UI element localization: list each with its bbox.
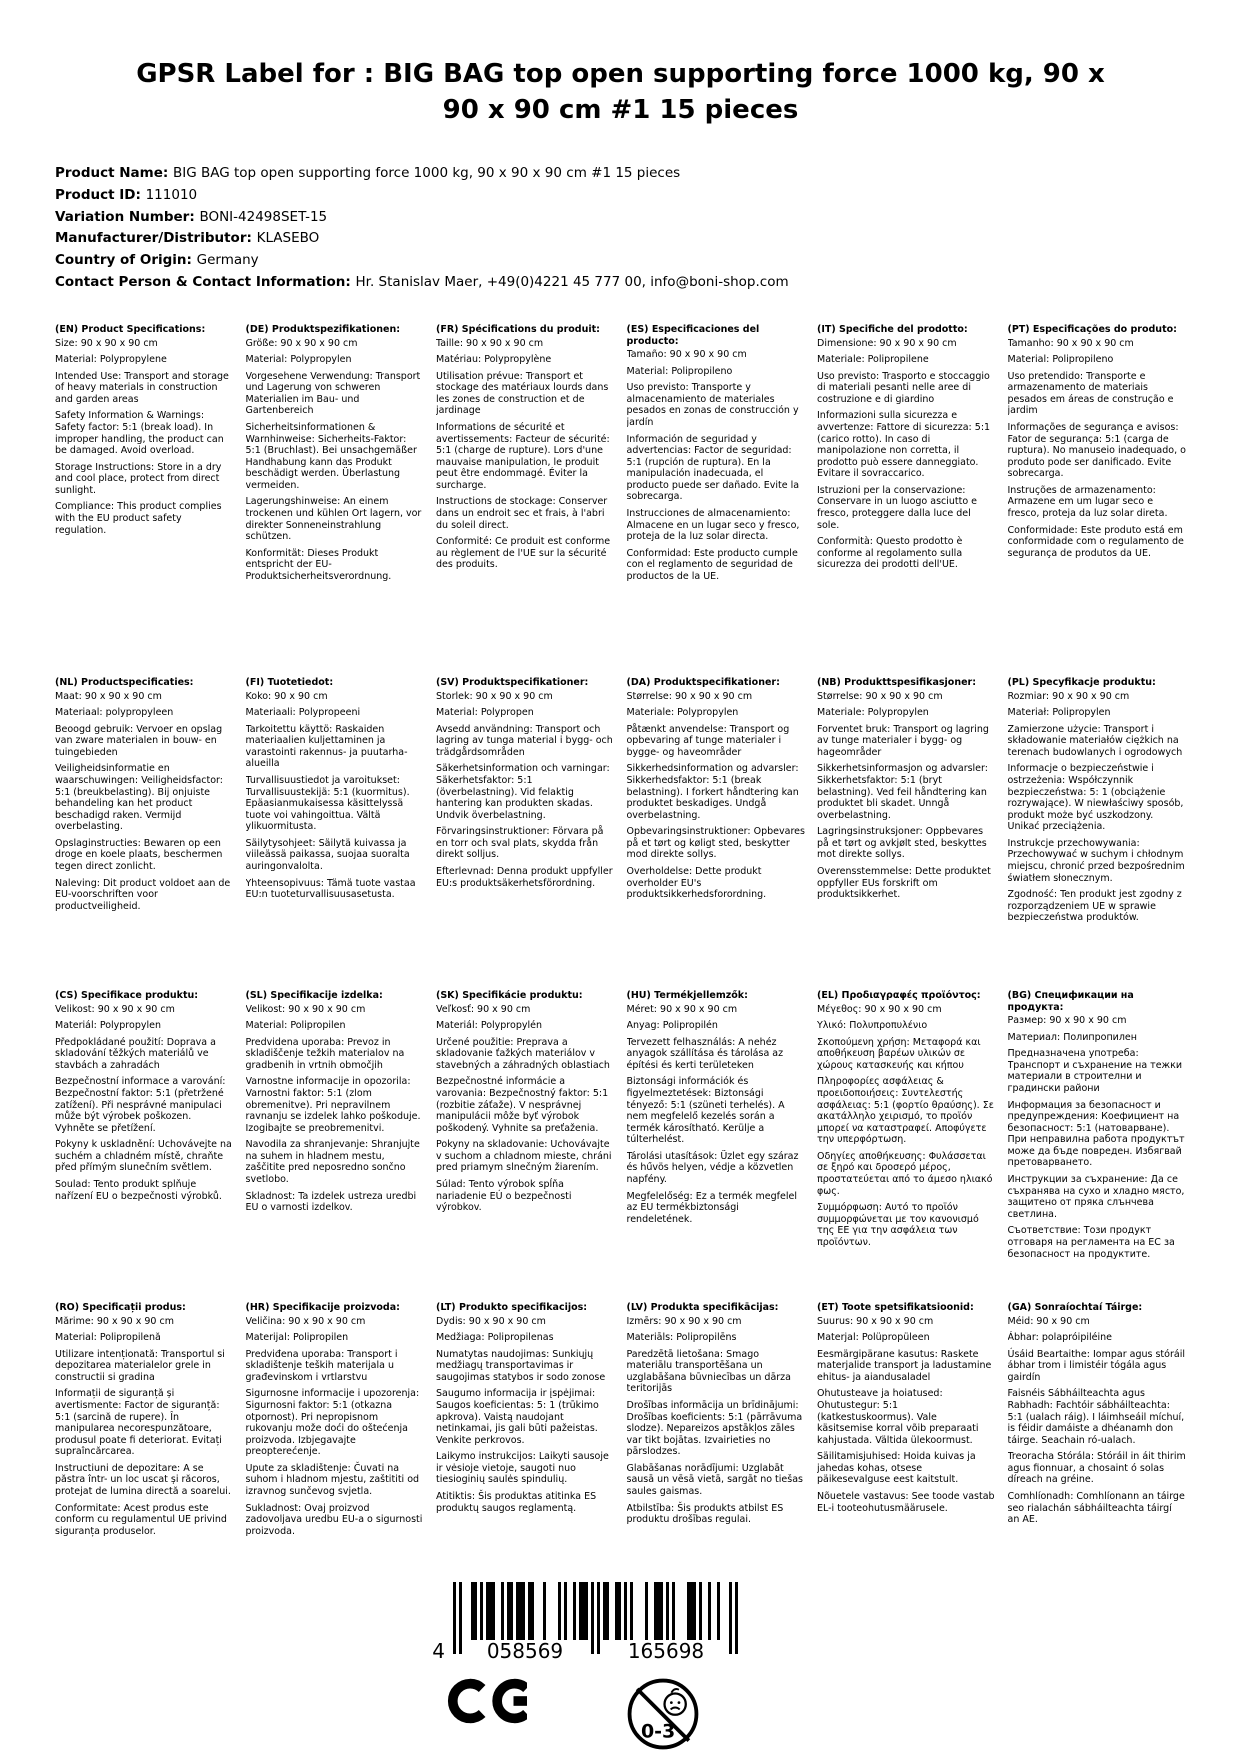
spec-paragraph: Material: Polipropilenă (55, 1332, 161, 1344)
label-footer (425, 1582, 765, 1752)
spec-paragraph: Opslaginstructies: Bewaren op een droge en koele plaats, beschermen tegen direct zonlicht. (55, 837, 223, 873)
spec-paragraph: Maat: 90 x 90 x 90 cm (55, 690, 162, 702)
spec-paragraph: Påtænkt anvendelse: Transport og opbevaring af tunge materialer i bygge- og haveområder (626, 723, 790, 758)
spec-paragraph: Instruções de armazenamento: Armazene em um lugar seco e fresco, proteja da luz solar direta. (1007, 484, 1168, 520)
spec-paragraph: Atitiktis: Šis produktas atitinka ES produktų saugos reglamentą. (436, 1491, 597, 1514)
spec-paragraph: Navodila za shranjevanje: Shranjujte na suhem in hladnem mestu, zaščitite pred neposredno sončno svetlobo. (245, 1139, 420, 1186)
spec-paragraph: Conformité: Ce produit est conforme au règlement de l'UE sur la sécurité des produits. (436, 536, 611, 571)
spec-paragraph: Medžiaga: Polipropilenas (436, 1332, 554, 1344)
spec-paragraph: Ábhar: polapróipiléine (1007, 1332, 1112, 1344)
spec-paragraph: Conformitate: Acest produs este conform cu regulamentul UE privind siguranța produselor. (55, 1502, 227, 1537)
spec-paragraph: Laikymo instrukcijos: Laikyti sausoje ir vėsioje vietoje, saugoti nuo tiesioginių saulės spindulių. (436, 1451, 609, 1486)
spec-paragraph: Materiál: Polypropylen (55, 1020, 161, 1032)
spec-paragraph: Instructions de stockage: Conserver dans un endroit sec et frais, à l'abri du soleil direct. (436, 496, 608, 531)
language-block-heading: (PL) Specyfikacje produktu: (1007, 676, 1156, 688)
product-info-row (55, 163, 1241, 185)
language-block-pl (1008, 677, 1187, 929)
spec-paragraph: Storlek: 90 x 90 x 90 cm (436, 690, 553, 702)
spec-paragraph: Súlad: Tento výrobok spĺňa nariadenie EÚ o bezpečnosti výrobkov. (436, 1179, 572, 1214)
spec-paragraph: Materiaali: Polypropeeni (245, 707, 361, 719)
spec-paragraph: Vorgesehene Verwendung: Transport und Lagerung von schweren Materialien im Bau- und Gartenbereich (245, 370, 421, 417)
info-label: Manufacturer/Distributor: (55, 230, 257, 247)
product-info-row (55, 272, 1241, 294)
spec-paragraph: Instrukcje przechowywania: Przechowywać w suchym i chłodnym miejscu, chronić przed bezpośrednim światłem słonecznym. (1007, 837, 1185, 884)
spec-paragraph: Méid: 90 x 90 cm (1007, 1315, 1090, 1327)
spec-paragraph: Material: Polipropilen (245, 1020, 346, 1032)
spec-paragraph: Información de seguridad y advertencias: Factor de seguridad: 5:1 (rupción de ruptura). En la manipulación inadecuada, el producto puede ser dañado. Evite la sobrecarga. (626, 433, 800, 503)
spec-paragraph: Intended Use: Transport and storage of heavy materials in construction and garden areas (55, 370, 229, 405)
spec-paragraph: Material: Polypropen (436, 707, 534, 719)
spec-paragraph: Matériau: Polypropylène (436, 354, 552, 366)
spec-paragraph: Material: Polypropylen (245, 354, 352, 366)
spec-paragraph: Materiál: Polypropylén (436, 1020, 542, 1032)
spec-paragraph: Conformità: Questo prodotto è conforme al regolamento sulla sicurezza dei prodotti dell'UE. (817, 536, 963, 571)
spec-paragraph: Overholdelse: Dette produkt overholder EU's produktsikkerhedsforordning. (626, 866, 767, 901)
spec-paragraph: Veličina: 90 x 90 x 90 cm (245, 1315, 366, 1327)
spec-paragraph: Avsedd användning: Transport och lagring av tunga material i bygg- och trädgårdsområden (436, 723, 613, 758)
spec-paragraph: Pokyny na skladovanie: Uchovávajte v suchom a chladnom mieste, chráni pred priamym slnečným žiarením. (436, 1139, 612, 1174)
spec-paragraph: Velikost: 90 x 90 x 90 cm (55, 1003, 175, 1015)
language-block-heading: (SV) Produktspecifikationer: (436, 676, 589, 688)
spec-paragraph: Nõuetele vastavus: See toode vastab EL-i tooteohutusmäärusele. (817, 1491, 995, 1514)
spec-paragraph: Atbilstība: Šis produkts atbilst ES produktu drošības regulai. (626, 1502, 784, 1526)
language-block-heading: (ET) Toote spetsifikatsioonid: (817, 1301, 974, 1313)
spec-paragraph: Lagringsinstruksjoner: Oppbevares på et tørt og avkjølt sted, beskyttes mot direkte sollys. (817, 826, 987, 861)
language-block-en (55, 324, 234, 541)
spec-paragraph: Инструкции за съхранение: Да се съхранява на сухо и хладно място, защитено от пряка слънчева светлина. (1007, 1174, 1185, 1220)
spec-paragraph: Συμμόρφωση: Αυτό το προϊόν συμμορφώνεται με τον κανονισμό της ΕΕ για την ασφάλεια των προϊόντων. (817, 1202, 979, 1248)
spec-paragraph: Bezpečnostné informácie a varovania: Bezpečnostný faktor: 5:1 (rozbitie záťaže). V nesprávnej manipulácii môže byť výrobok poškodený. Vyhnite sa preťaženia. (436, 1076, 609, 1134)
spec-paragraph: Predvidena uporaba: Prevoz in skladiščenje težkih materialov na gradbenih in vrtnih območjih (245, 1036, 405, 1071)
spec-paragraph: Säilitamisjuhised: Hoida kuivas ja jahedas kohas, otsese päikesevalguse eest kaitstult. (817, 1451, 976, 1486)
spec-paragraph: Faisnéis Sábháilteachta agus Rabhadh: Fachtóir sábháilteachta: 5:1 (ualach ráig). I láimhseáil míchuí, is féidir damáiste a dhéanamh don táirge. Seachain ró-ualach. (1007, 1388, 1185, 1446)
language-block-da (627, 677, 806, 906)
info-value: Hr. Stanislav Maer, +49(0)4221 45 777 00, info@boni-shop.com (355, 274, 789, 291)
spec-paragraph: Instructiuni de depozitare: A se păstra într- un loc uscat și răcoros, protejat de lumina directă a soarelui. (55, 1462, 231, 1498)
spec-paragraph: Rozmiar: 90 x 90 x 90 cm (1007, 690, 1130, 702)
page-title: GPSR Label for : BIG BAG top open supporting force 1000 kg, 90 x 90 x 90 cm #1 15 pieces (136, 59, 1105, 126)
spec-paragraph: Tarkoitettu käyttö: Raskaiden materiaalien kuljettaminen ja varastointi rakennus- ja puutarha-alueilla (245, 723, 408, 770)
language-block-cs (55, 990, 234, 1207)
spec-paragraph: Υλικό: Πολυπροπυλένιο (817, 1020, 928, 1032)
spec-paragraph: Conformidade: Este produto está em conformidade com o regulamento de segurança de produtos da UE. (1007, 524, 1184, 559)
spec-paragraph: Størrelse: 90 x 90 x 90 cm (626, 690, 753, 702)
spec-paragraph: Informații de siguranță și avertismente: Factor de siguranță: 5:1 (sarcină de rupere). În manipularea necorespunzătoare, produsul poate fi deteriorat. Evitați supraîncărcarea. (55, 1388, 222, 1458)
spec-paragraph: Tervezett felhasználás: A nehéz anyagok szállítása és tárolása az építési és kerti területeken (626, 1036, 784, 1071)
spec-paragraph: Úsáid Beartaithe: Iompar agus stóráil ábhar trom i limistéir tógála agus gairdín (1007, 1348, 1185, 1383)
language-block-heading: (DE) Produktspezifikationen: (245, 323, 401, 335)
spec-paragraph: Storage Instructions: Store in a dry and cool place, protect from direct sunlight. (55, 461, 222, 496)
language-block-lv (627, 1302, 806, 1531)
spec-paragraph: Taille: 90 x 90 x 90 cm (436, 337, 544, 349)
footer-symbols (425, 1676, 765, 1752)
language-block-fr (436, 324, 615, 576)
spec-paragraph: Saugumo informacija ir įspėjimai: Saugos koeficientas: 5: 1 (trūkimo apkrova). Vaistą naudojant netinkamai, jis gali būti pažeistas. Venkite perkrovos. (436, 1388, 599, 1446)
spec-paragraph: Size: 90 x 90 x 90 cm (55, 337, 158, 349)
language-block-heading: (HU) Termékjellemzők: (626, 989, 748, 1001)
language-block-de (246, 324, 425, 588)
language-block-it (817, 324, 996, 576)
spec-paragraph: Conformidad: Este producto cumple con el reglamento de seguridad de productos de la UE. (626, 547, 798, 582)
spec-paragraph: Méret: 90 x 90 x 90 cm (626, 1003, 738, 1015)
spec-paragraph: Istruzioni per la conservazione: Conservare in un luogo asciutto e fresco, proteggere dalla luce del sole. (817, 484, 978, 531)
spec-paragraph: Säkerhetsinformation och varningar: Säkerhetsfaktor: 5:1 (överbelastning). Vid felaktig hantering kan produkten skadas. Undvik överbelastning. (436, 763, 610, 821)
spec-paragraph: Anyag: Polipropilén (626, 1020, 718, 1032)
spec-paragraph: Pokyny k uskladnění: Uchovávejte na suchém a chladném místě, chraňte před přímým slunečním světlem. (55, 1139, 232, 1174)
language-block-heading: (NL) Productspecificaties: (55, 676, 194, 688)
spec-paragraph: Materjal: Polüpropüleen (817, 1332, 930, 1344)
spec-paragraph: Materiał: Polipropylen (1007, 707, 1111, 719)
language-block-sl (246, 990, 425, 1219)
spec-paragraph: Material: Polipropileno (626, 365, 733, 377)
spec-paragraph: Suurus: 90 x 90 x 90 cm (817, 1315, 934, 1327)
spec-paragraph: Säilytysohjeet: Säilytä kuivassa ja viileässä paikassa, suojaa suoralta auringonvalolta. (245, 837, 410, 873)
language-block-heading: (NB) Produkttspesifikasjoner: (817, 676, 977, 688)
language-block-nl (55, 677, 234, 917)
age-warning-icon (625, 1676, 701, 1752)
spec-paragraph: Bezpečnostní informace a varování: Bezpečnostní faktor: 5:1 (přetržené zatížení). Při nesprávné manipulaci může být výrobek poškozen. Vyhněte se přetížení. (55, 1076, 226, 1134)
spec-paragraph: Predviđena uporaba: Transport i skladištenje teških materijala u građevinskom i vrtlarstvu (245, 1348, 398, 1383)
spec-paragraph: Uso previsto: Transporte y almacenamiento de materiales pesados en zonas de construcción y jardín (626, 382, 799, 428)
info-value: BONI-42498SET-15 (199, 208, 328, 225)
product-info (55, 163, 1241, 294)
spec-paragraph: Tamaño: 90 x 90 x 90 cm (626, 349, 747, 361)
product-info-row (55, 185, 1241, 207)
language-block-es (627, 324, 806, 588)
spec-paragraph: Beoogd gebruik: Vervoer en opslag van zware materialen in bouw- en tuingebieden (55, 723, 223, 758)
info-label: Country of Origin: (55, 252, 197, 269)
language-block-heading: (EL) Προδιαγραφές προϊόντος: (817, 989, 981, 1001)
spec-paragraph: Informazioni sulla sicurezza e avvertenze: Fattore di sicurezza: 5:1 (carico rotto). In caso di manipolazione non corretta, il prodotto può essere danneggiato. Evitare il sovraccarico. (817, 410, 991, 480)
spec-paragraph: Материал: Полипропилен (1007, 1031, 1137, 1043)
svg-text:0-3: 0-3 (640, 1720, 676, 1743)
spec-paragraph: Utilisation prévue: Transport et stockage des matériaux lourds dans les zones de construction et de jardinage (436, 370, 609, 417)
spec-paragraph: Materiale: Polipropilene (817, 354, 929, 366)
language-block-sk (436, 990, 615, 1219)
spec-paragraph: Megfelelőség: Ez a termék megfelel az EU termékbiztonsági rendeletének. (626, 1190, 797, 1225)
spec-paragraph: Treoracha Stórála: Stóráil in áit thirim agus fionnuar, a chosaint ó solas díreach na gréine. (1007, 1451, 1186, 1486)
spec-paragraph: Material: Polipropileno (1007, 354, 1114, 366)
product-info-row (55, 250, 1241, 272)
spec-paragraph: Materijal: Polipropilen (245, 1332, 349, 1344)
spec-paragraph: Sigurnosne informacije i upozorenja: Sigurnosni faktor: 5:1 (otkazna otpornost). Pri nepropisnom rukovanju može doći do oštećenja proizvoda. Izbjegavajte preopterećenje. (245, 1388, 420, 1458)
spec-paragraph: Tárolási utasítások: Üzlet egy száraz és hűvös helyen, védje a közvetlen napfény. (626, 1150, 799, 1186)
language-block-et (817, 1302, 996, 1519)
language-block-lt (436, 1302, 615, 1519)
ean-barcode (425, 1582, 755, 1668)
product-info-row (55, 207, 1241, 229)
spec-paragraph: Numatytas naudojimas: Sunkiųjų medžiagų transportavimas ir saugojimas statybos ir sodo zonose (436, 1348, 606, 1383)
info-value: KLASEBO (256, 230, 320, 247)
language-block-heading: (PT) Especificações do produto: (1007, 323, 1177, 335)
info-label: Product Name: (55, 164, 173, 181)
spec-paragraph: Zgodność: Ten produkt jest zgodny z rozporządzeniem UE w sprawie bezpieczeństwa produktów. (1007, 889, 1182, 924)
language-block-heading: (HR) Specifikacije proizvoda: (245, 1301, 400, 1313)
spec-paragraph: Compliance: This product complies with the EU product safety regulation. (55, 501, 222, 536)
language-block-heading: (FI) Tuotetiedot: (245, 676, 334, 688)
spec-paragraph: Forventet bruk: Transport og lagring av tunge materialer i bygg- og hageområder (817, 723, 989, 758)
language-block-ro (55, 1302, 234, 1542)
spec-paragraph: Předpokládané použití: Doprava a skladování těžkých materiálů ve stavbách a zahradách (55, 1036, 216, 1071)
language-block-heading: (LT) Produkto specifikacijos: (436, 1301, 588, 1313)
spec-paragraph: Materiāls: Polipropilēns (626, 1332, 737, 1344)
spec-paragraph: Οδηγίες αποθήκευσης: Φυλάσσεται σε ξηρό και δροσερό μέρος, προστατεύεται από το άμεσο ηλιακό φως. (817, 1150, 993, 1197)
svg-text:165698: 165698 (627, 1639, 705, 1663)
spec-paragraph: Dydis: 90 x 90 x 90 cm (436, 1315, 546, 1327)
spec-paragraph: Yhteensopivuus: Tämä tuote vastaa EU:n tuoteturvallisuusasetusta. (245, 877, 416, 901)
info-value: BIG BAG top open supporting force 1000 kg, 90 x 90 x 90 cm #1 15 pieces (173, 164, 681, 181)
language-block-hr (246, 1302, 425, 1542)
language-block-heading: (CS) Specifikace produktu: (55, 989, 199, 1001)
spec-paragraph: Lagerungshinweise: An einem trockenen und kühlen Ort lagern, vor direkter Sonneneinstrahlung schützen. (245, 496, 422, 543)
spec-paragraph: Určené použitie: Preprava a skladovanie ťažkých materiálov v stavebných a záhradných oblastiach (436, 1036, 610, 1071)
spec-paragraph: Zamierzone użycie: Transport i składowanie materiałów ciężkich na terenach budowlanych i ogrodowych (1007, 723, 1183, 758)
spec-paragraph: Sikkerhetsinformasjon og advarsler: Sikkerhetsfaktor: 5:1 (bryt belastning). Ved feil håndtering kan produktet bli skadet. Unngå overbelastning. (817, 763, 988, 821)
spec-paragraph: Glabāšanas norādījumi: Uzglabāt sausā un vēsā vietā, sargāt no tiešas saules gaismas. (626, 1462, 803, 1498)
language-block-ga (1008, 1302, 1187, 1531)
spec-paragraph: Informations de sécurité et avertissements: Facteur de sécurité: 5:1 (charge de rupture). Lors d'une mauvaise manipulation, le produit peut être endommagé. Éviter la surcharge. (436, 421, 610, 491)
spec-paragraph: Skladnost: Ta izdelek ustreza uredbi EU o varnosti izdelkov. (245, 1190, 417, 1214)
product-info-row (55, 228, 1241, 250)
spec-paragraph: Utilizare intenționată: Transportul si depozitarea materialelor grele in constructii si gradina (55, 1348, 225, 1383)
spec-paragraph: Turvallisuustiedot ja varoitukset: Turvallisuustekijä: 5:1 (kuormitus). Epäasianmukaisessa käsittelyssä tuote voi vahingoittua. Vältä ylikuormitusta. (245, 774, 410, 833)
spec-paragraph: Tamanho: 90 x 90 x 90 cm (1007, 337, 1134, 349)
language-block-heading: (SK) Špecifikácie produktu: (436, 989, 583, 1001)
spec-paragraph: Material: Polypropylene (55, 354, 167, 366)
spec-paragraph: Förvaringsinstruktioner: Förvara på en torr och sval plats, skydda från direkt solljus. (436, 826, 604, 861)
ce-mark-icon (445, 1676, 527, 1726)
spec-paragraph: Konformität: Dieses Produkt entspricht der EU-Produktsicherheitsverordnung. (245, 547, 392, 582)
language-block-heading: (GA) Sonraíochtaí Táirge: (1007, 1301, 1143, 1313)
language-block-heading: (ES) Especificaciones del producto: (626, 323, 760, 347)
spec-paragraph: Информация за безопасност и предупреждения: Коефициент на безопасност: 5:1 (натоварване). При неправилна работа продуктът може да бъде повреден. Избягвай претоварването. (1007, 1099, 1185, 1169)
spec-paragraph: Veiligheidsinformatie en waarschuwingen: Veiligheidsfactor: 5:1 (breukbelasting). Bij onjuiste behandeling kan het product beschadigd raken. Vermijd overbelasting. (55, 763, 223, 833)
language-block-pt (1008, 324, 1187, 564)
spec-paragraph: Velikost: 90 x 90 x 90 cm (245, 1003, 366, 1015)
spec-paragraph: Paredzētā lietošana: Smago materiālu transportēšana un uzglabāšana būvniecības un dārza teritorijās (626, 1348, 791, 1395)
spec-paragraph: Σκοπούμενη χρήση: Μεταφορά και αποθήκευση βαρέων υλικών σε χώρους κατασκευής και κήπου (817, 1036, 981, 1071)
spec-paragraph: Μέγεθος: 90 x 90 x 90 cm (817, 1003, 942, 1015)
language-block-heading: (EN) Product Specifications: (55, 323, 206, 335)
language-block-heading: (IT) Specifiche del prodotto: (817, 323, 968, 335)
info-value: Germany (196, 252, 259, 269)
spec-paragraph: Veľkosť: 90 x 90 cm (436, 1003, 531, 1015)
language-grid (55, 324, 1186, 1542)
spec-paragraph: Πληροφορίες ασφάλειας & προειδοποιήσεις: Συντελεστής ασφάλειας: 5:1 (φορτίο θραύσης). Σε ακατάλληλο χειρισμό, το προϊόν μπορεί να καταστραφεί. Αποφύγετε την υπερφόρτωση. (817, 1076, 994, 1146)
spec-paragraph: Informações de segurança e avisos: Fator de segurança: 5:1 (carga de ruptura). No manuseio inadequado, o produto pode ser danificado. Evite sobrecarga. (1007, 421, 1186, 480)
spec-paragraph: Mărime: 90 x 90 x 90 cm (55, 1315, 174, 1327)
language-block-heading: (BG) Спецификации на продукта: (1007, 989, 1134, 1013)
spec-paragraph: Informacje o bezpieczeństwie i ostrzeżenia: Współczynnik bezpieczeństwa: 5: 1 (obciążenie rozrywające). W niewłaściwy sposób, produkt może być uszkodzony. Unikać przeciążenia. (1007, 763, 1184, 833)
spec-paragraph: Comhlíonadh: Comhlíonann an táirge seo rialachán sábháilteachta táirgí an AE. (1007, 1491, 1185, 1526)
spec-paragraph: Efterlevnad: Denna produkt uppfyller EU:s produktsäkerhetsförordning. (436, 866, 613, 889)
language-block-hu (627, 990, 806, 1230)
info-label: Variation Number: (55, 208, 200, 225)
language-block-heading: (LV) Produkta specifikācijas: (626, 1301, 779, 1313)
spec-paragraph: Sukladnost: Ovaj proizvod zadovoljava uredbu EU-a o sigurnosti proizvoda. (245, 1502, 423, 1537)
spec-paragraph: Størrelse: 90 x 90 x 90 cm (817, 690, 943, 702)
spec-paragraph: Materiale: Polypropylen (817, 707, 929, 719)
spec-paragraph: Uso previsto: Trasporto e stoccaggio di materiali pesanti nelle aree di costruzione e di giardino (817, 370, 990, 405)
spec-paragraph: Biztonsági információk és figyelmeztetések: Biztonsági tényező: 5:1 (szüneti terhelés). A nem megfelelő kezelés során a termék károsítható. Kerülje a túlterhelést. (626, 1076, 785, 1146)
spec-paragraph: Eesmärgipärane kasutus: Raskete materjalide transport ja ladustamine ehitus- ja aiandusaladel (817, 1348, 992, 1383)
info-label: Product ID: (55, 186, 146, 203)
language-block-sv (436, 677, 615, 894)
svg-text:058569: 058569 (486, 1639, 564, 1663)
spec-paragraph: Größe: 90 x 90 x 90 cm (245, 337, 358, 349)
spec-paragraph: Overensstemmelse: Dette produktet oppfyller EUs forskrift om produktsikkerhet. (817, 866, 991, 901)
spec-paragraph: Sicherheitsinformationen & Warnhinweise: Sicherheits-Faktor: 5:1 (Bruchlast). Bei unsachgemäßer Handhabung kann das Produkt beschädigt werden. Überlastung vermeiden. (245, 421, 417, 491)
spec-paragraph: Materiale: Polypropylen (626, 707, 739, 719)
spec-paragraph: Instrucciones de almacenamiento: Almacene en un lugar seco y fresco, proteja de la luz solar directa. (626, 508, 800, 543)
spec-paragraph: Съответствие: Този продукт отговаря на регламента на ЕС за безопасност на продуктите. (1007, 1225, 1175, 1260)
spec-paragraph: Opbevaringsinstruktioner: Opbevares på et tørt og køligt sted, beskytter mod direkte sollys. (626, 826, 805, 861)
svg-text:4: 4 (432, 1639, 445, 1663)
language-block-bg (1008, 990, 1187, 1265)
spec-paragraph: Materiaal: polypropyleen (55, 707, 174, 719)
spec-paragraph: Размер: 90 x 90 x 90 cm (1007, 1015, 1127, 1027)
language-block-el (817, 990, 996, 1254)
spec-paragraph: Upute za skladištenje: Čuvati na suhom i hladnom mjestu, zaštititi od izravnog sunčevog svjetla. (245, 1462, 420, 1498)
barcode-icon (425, 1582, 755, 1664)
spec-paragraph: Drošības informācija un brīdinājumi: Drošības koeficients: 5:1 (pārrāvuma slodze). Nepareizos apstākļos zāles var tikt bojātas. Izvairieties no pārslodzes. (626, 1399, 803, 1458)
language-block-heading: (RO) Specificații produs: (55, 1301, 186, 1313)
spec-paragraph: Ohutusteave ja hoiatused: Ohutustegur: 5:1 (katkestuskoormus). Vale käsitsemise korral võib preparaati kahjustada. Vältida ülekoormust. (817, 1388, 979, 1446)
spec-paragraph: Предназначена употреба: Транспорт и съхранение на тежки материали в строителни и градински райони (1007, 1048, 1183, 1094)
spec-paragraph: Sikkerhedsinformation og advarsler: Sikkerhedsfaktor: 5:1 (break belastning). I forkert håndtering kan produktet beskadiges. Undgå overbelastning. (626, 763, 799, 821)
spec-paragraph: Safety Information & Warnings: Safety factor: 5:1 (break load). In improper handling, the product can be damaged. Avoid overload. (55, 410, 224, 457)
language-block-heading: (DA) Produktspecifikationer: (626, 676, 780, 688)
info-label: Contact Person & Contact Information: (55, 274, 356, 291)
spec-paragraph: Izmērs: 90 x 90 x 90 cm (626, 1315, 742, 1327)
spec-paragraph: Uso pretendido: Transporte e armazenamento de materiais pesados em áreas de construção e jardim (1007, 370, 1174, 417)
info-value: 111010 (145, 186, 198, 203)
language-block-heading: (SL) Specifikacije izdelka: (245, 989, 383, 1001)
language-block-nb (817, 677, 996, 906)
spec-paragraph: Dimensione: 90 x 90 x 90 cm (817, 337, 957, 349)
spec-paragraph: Soulad: Tento produkt splňuje nařízení EU o bezpečnosti výrobků. (55, 1179, 222, 1202)
spec-paragraph: Naleving: Dit product voldoet aan de EU-voorschriften voor productveiligheid. (55, 877, 231, 912)
spec-paragraph: Koko: 90 x 90 cm (245, 690, 328, 702)
language-block-fi (246, 677, 425, 906)
language-block-heading: (FR) Spécifications du produit: (436, 323, 600, 335)
spec-paragraph: Varnostne informacije in opozorila: Varnostni faktor: 5:1 (zlom obremenitve). Pri nepravilnem ravnanju se izdelek lahko poškoduje. Izogibajte se preobremenitvi. (245, 1076, 421, 1134)
